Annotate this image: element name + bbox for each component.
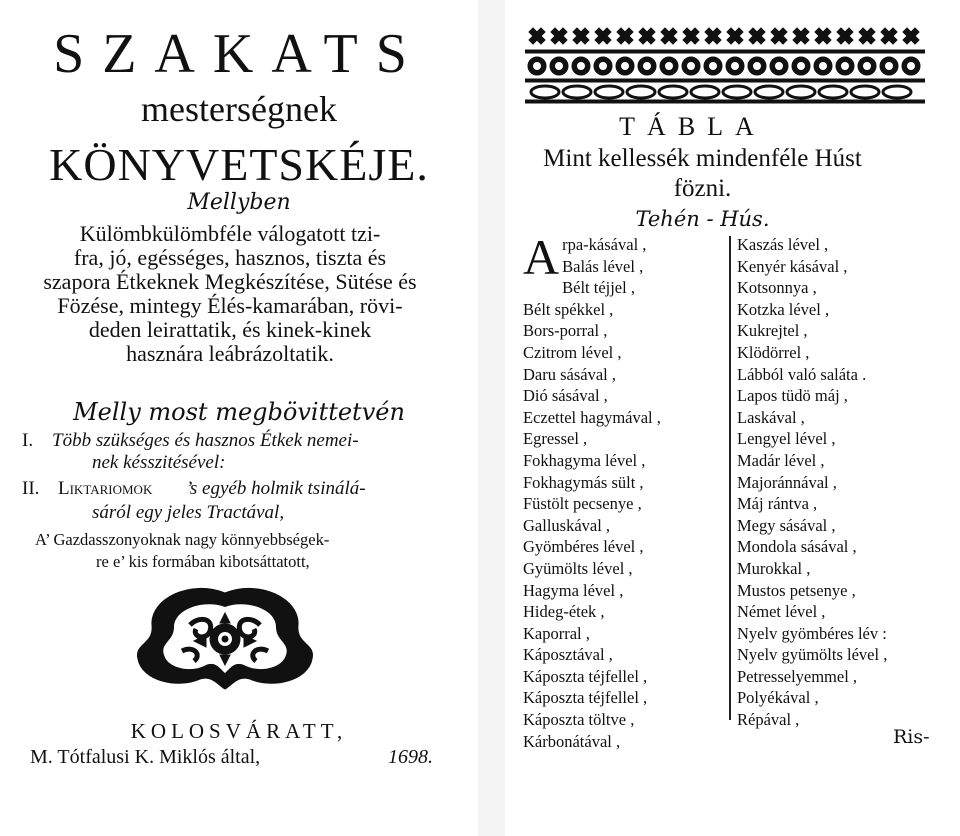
item-two-text: ’s egyéb holmik tsinálá-: [186, 478, 366, 499]
list-item: Bélt téjjel ,: [562, 278, 635, 298]
list-item: Kukrejtel ,: [737, 321, 808, 341]
section-subheading: Tehén - Hús.: [635, 207, 770, 231]
item-two-caps: Liktariomok: [58, 478, 153, 499]
list-item: Máj rántva ,: [737, 494, 818, 514]
description-line: hasznára leábrázoltatik.: [126, 341, 334, 366]
book-title-word: SZAKATS: [53, 23, 425, 85]
drop-cap: A: [523, 229, 560, 285]
list-item: Polyékával ,: [737, 688, 819, 708]
item-two-text-cont: sáról egy jeles Tractával,: [92, 502, 285, 523]
recipe-column-right: [737, 234, 957, 731]
description-line: szapora Étkeknek Megkészítése, Sütése és: [43, 269, 417, 294]
imprint-printer: M. Tótfalusi K. Miklós által,: [30, 746, 261, 768]
list-item: Eczettel hagymával ,: [523, 407, 661, 427]
list-item: Balás lével ,: [562, 256, 644, 276]
list-item: Klödörrel ,: [737, 342, 810, 362]
table-heading-cont: fözni.: [673, 175, 732, 202]
description-line: Fözése, mintegy Élés-kamarában, rövi-: [57, 293, 403, 318]
column-divider: [729, 236, 731, 720]
list-item: Egressel ,: [523, 429, 588, 449]
list-item: Fokhagymás sült ,: [523, 472, 644, 492]
description-line: fra, jó, egésséges, hasznos, tiszta és: [73, 245, 387, 270]
item-one-text: Több szükséges és hasznos Étkek nemei-: [52, 430, 359, 451]
list-item: Laskával ,: [737, 407, 805, 427]
table-title: TÁBLA: [619, 112, 766, 141]
list-item: Czitrom lével ,: [523, 342, 622, 362]
list-item: Kaporral ,: [523, 623, 590, 643]
list-item: Dió sásával ,: [523, 386, 608, 406]
expanded-edition-line: Melly most megbövittetvén: [73, 398, 405, 426]
list-item: Lábból való saláta .: [737, 364, 867, 384]
imprint-place: KOLOSVÁRATT,: [130, 719, 348, 743]
list-item: Lengyel lével ,: [737, 429, 836, 449]
list-item: Kaszás lével ,: [737, 235, 829, 254]
list-item: Bélt spékkel ,: [523, 299, 614, 319]
list-item: Majoránnával ,: [737, 472, 837, 492]
list-item: Kárbonátával ,: [523, 731, 621, 751]
floral-ornament-icon: [130, 585, 320, 695]
list-item: Petresselyemmel ,: [737, 666, 858, 686]
list-item: rpa-kásával ,: [562, 235, 647, 254]
list-item: Mustos petsenye ,: [737, 580, 856, 600]
item-number-one: I.: [22, 430, 34, 451]
book-title-subword: mesterségnek: [141, 89, 337, 129]
catchword: Ris-: [893, 726, 930, 748]
list-item: Fokhagyma lével ,: [523, 450, 646, 470]
list-item: Kenyér kásával ,: [737, 256, 848, 276]
description-line: deden leirattatik, és kinek-kinek: [88, 317, 372, 342]
list-item: Káposzta téjfellel ,: [523, 666, 648, 686]
mellyben-line: Mellyben: [187, 190, 291, 215]
table-heading: Mint kellessék mindenféle Húst: [543, 145, 862, 172]
ornamental-band-icon: [525, 22, 925, 104]
imprint-year: 1698.: [388, 746, 433, 768]
dedication-line-cont: re e’ kis formában kibotsáttatott,: [96, 552, 310, 571]
list-item: Nyelv gyömbéres lév :: [737, 623, 887, 643]
item-number-two: II.: [22, 478, 40, 499]
list-item: Kotsonnya ,: [737, 278, 817, 298]
title-description: [30, 222, 430, 366]
list-item: Madár lével ,: [737, 450, 825, 470]
list-item: Füstölt pecsenye ,: [523, 494, 642, 514]
recipe-column-left: [523, 229, 728, 752]
list-item: Bors-porral ,: [523, 321, 608, 341]
list-item: Répával ,: [737, 710, 800, 730]
list-item: Nyelv gyümölts lével ,: [737, 645, 888, 665]
list-item: Káposzta téjfellel ,: [523, 688, 648, 708]
list-item: Kotzka lével ,: [737, 299, 830, 319]
list-item: Káposztával ,: [523, 645, 613, 665]
title-page: [0, 0, 478, 836]
list-item: Káposzta töltve ,: [523, 710, 635, 730]
list-item: Hideg-étek ,: [523, 602, 605, 622]
item-one-text-cont: nek késszitésével:: [92, 452, 226, 473]
list-item: Daru sásával ,: [523, 364, 617, 384]
description-line: Külömbkülömbféle válogatott tzi-: [79, 221, 381, 246]
list-item: Megy sásával ,: [737, 515, 836, 535]
list-item: Német lével ,: [737, 602, 826, 622]
list-item: Gyümölts lével ,: [523, 558, 633, 578]
table-page: [505, 0, 960, 836]
list-item: Lapos tüdö máj ,: [737, 386, 848, 406]
list-item: Gyömbéres lével ,: [523, 537, 644, 557]
list-item: Murokkal ,: [737, 558, 811, 578]
book-title-main: KÖNYVETSKÉJE.: [49, 139, 429, 190]
list-item: Galluskával ,: [523, 515, 611, 535]
list-item: Mondola sásával ,: [737, 537, 857, 557]
dedication-line: A’ Gazdasszonyoknak nagy könnyebbségek-: [35, 530, 330, 549]
list-item: Hagyma lével ,: [523, 580, 624, 600]
